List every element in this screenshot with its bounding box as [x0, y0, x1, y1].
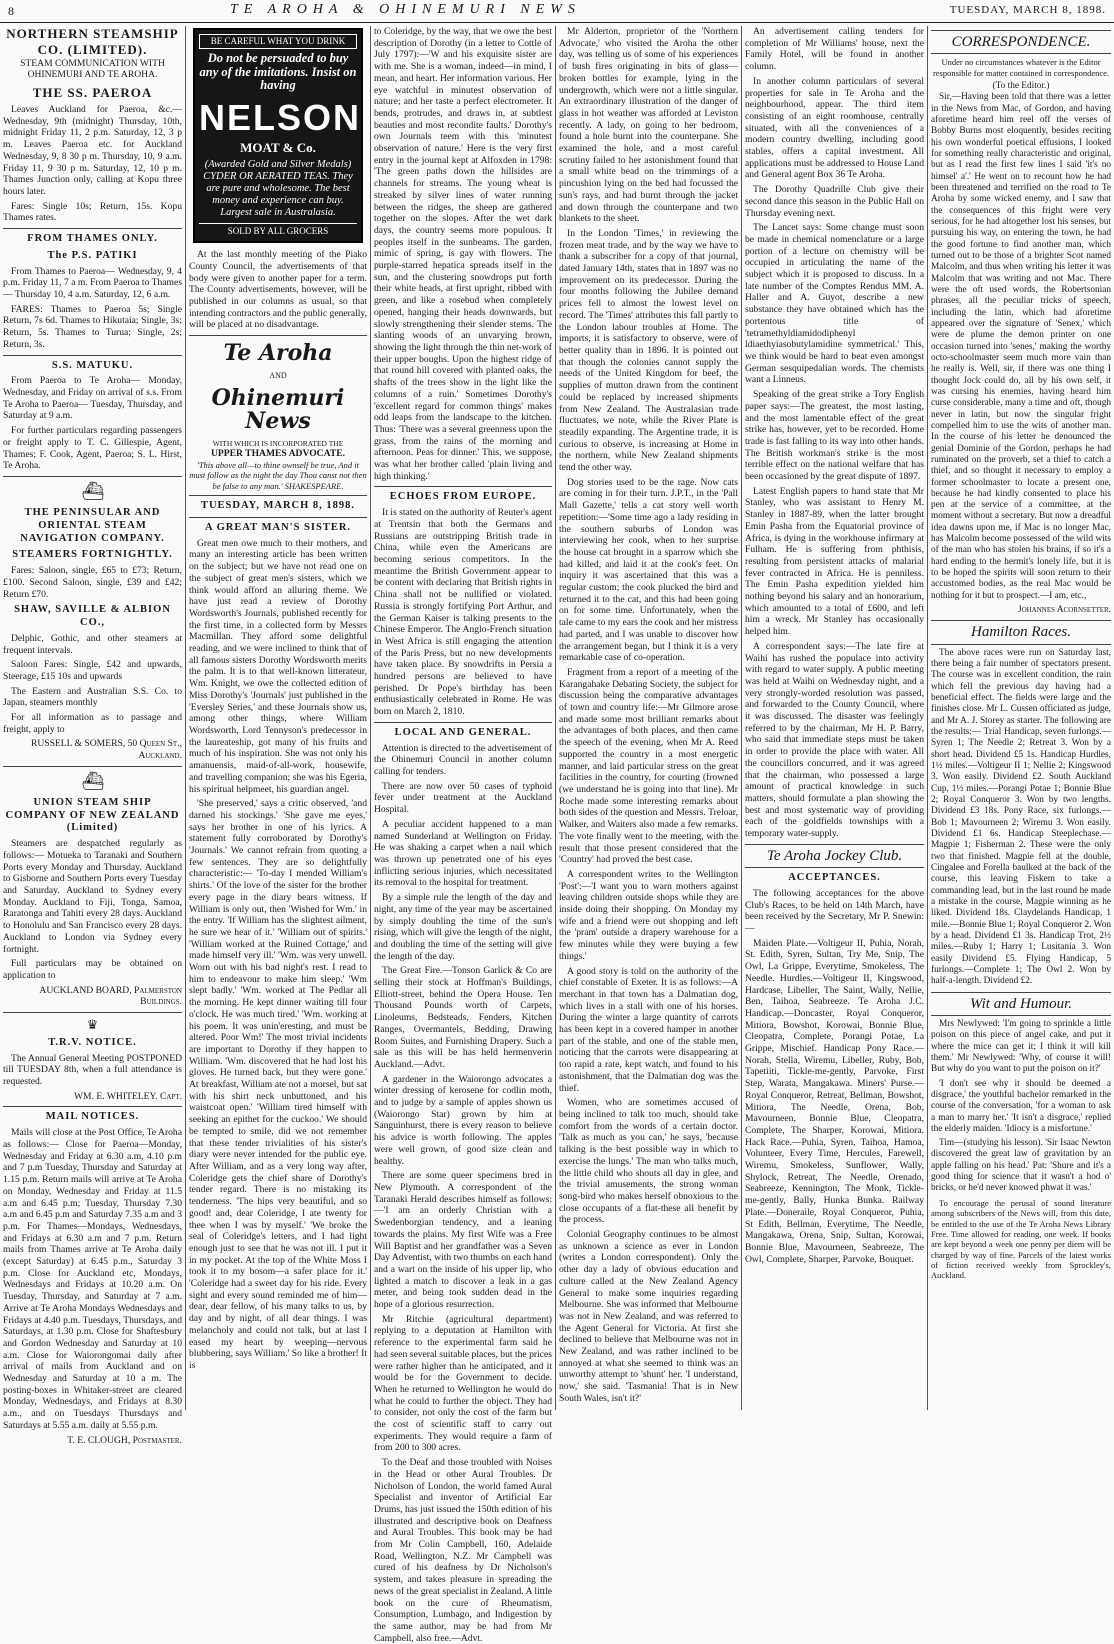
- to-editor: (To the Editor.): [992, 81, 1050, 92]
- wit-item: 'I don't see why it should be deemed a disgrace,' the youthful bachelor remarked in the course of the conversation, 'for a woman to ask a man to marry her.' 'It isn't a disgrace,' replied the elderly maiden. 'Idiocy is a misfortune.': [931, 1078, 1111, 1134]
- piako-notice: At the last monthly meeting of the Piako County Council, the advertisements of that body were given to another paper for a term. The County advertisements, however, will be published in our columns as usual, so that intending contractors and the public generally, will be placed at no disadvantage.: [189, 249, 367, 331]
- local-item: The Great Fire.—Tonson Garlick & Co are selling their stock at Hoffman's Buildings, Elliott-street, behind the Opera House. Ten Thousand Pounds worth of Carpets, Linoleums, Bedsteads, Fenders, Kitchen Ranges, Overmantels, Bedding, Drawing Room Suites, and Furnishing Drapery. Such a sale as this will be has held hermenverin Auckland.—Advt.: [374, 965, 552, 1070]
- trv-title: T.R.V. NOTICE.: [48, 1036, 137, 1048]
- local-item: A good story is told on the authority of the chief constable of Exeter. It is as follows:—A merchant in that town has a Dalmatian dog, which lives in a stall with one of his horses. During the winter a large quantity of carrots has been kept in a covered hamper in another part of the stable, and one of the stable men, noticing that the carrots were disappearing at too rapid a rate, kept watch, and found to his astonishment, that the Dalmatian dog was the thief.: [559, 965, 738, 1094]
- letter-signature: Johannes Acornsetter.: [1017, 605, 1111, 616]
- crest-icon: ♛: [86, 1017, 99, 1033]
- trv-body: The Annual General Meeting POSTPONED till TUESDAY 8th, when a full attendance is requested.: [3, 1052, 182, 1088]
- local-item: To the Deaf and those troubled with Noises in the Head or other Aural Troubles. Dr Nicholson of London, the world famed Aural Specialist and inventor of Artificial Ear Drums, has just issued the 150th edition of his illustrated and descriptive book on Deafness and Aural Troubles. This book may be had from Mr Colin Campbell, 160, Adelaide Road, Wellington, N.Z. Mr Campbell was cured of his deafness by Dr Nicholson's system, and takes pleasure in spreading the news of the great specialist in Zealand. A little book on the cure of Rheumatism, Consumption, Lumbago, and Indigestion by the same author, may be had from Mr Campbell, also free.—Advt.: [374, 1457, 552, 1644]
- sister-title: A GREAT MAN'S SISTER.: [204, 521, 352, 533]
- usc-signature: AUCKLAND BOARD, Palmerston Buildings.: [39, 984, 182, 1008]
- local-item: Mr Ritchie (agricultural department) replying to a deputation at Hamilton with reference to the experimental farm said he had seen several suitable places, but the prices were rather higher than he anticipated, and it would be for the Government to decide. When he returned to Wellington he would do what he could to further the object. They had to consider, not only the cost of the farm but the cost of scientific staff to carry out experiments. They would require a farm of from 200 to 300 acres.: [374, 1313, 552, 1454]
- ad-line-1: Do not be persuaded to buy any of the imitations. Insist on having: [199, 50, 357, 93]
- local-item: Dog stories used to be the rage. Now cats are coming in for their turn. J.P.T., in the 'Pall Mall Gazette,' tells a cat story well worth repetition:—'Some time ago a lady residing in the southern suburbs of London was interviewing her cook, when to her surprise the house cat brought in a sparrow which she had killed, and laid it at the cook's feet. On inquiry it was ascertained that this was a regular custom; the cook plucked the bird and returned it to the cat, and this had been going on for some time. Unfortunately, when the tale came to my ears the cook and her mistress had parted, and I was unable to discover how the arrangement began, but I think it is a very remarkable case of co-operation.: [559, 476, 738, 664]
- local-item: A gardener in the Waiorongo advocates a winter dressing of kerosene for codlin moth, and to judge by a sample of apples shown us (Waiorongo Star) grown by him at Sanguinhurst, there is every reason to believe his advice is worth following. The apples were well grown, of good size clean and healthy.: [374, 1073, 552, 1167]
- local-item: A peculiar accident happened to a man named Sunderland at Wellington on Friday. He was shaking a carpet when a nail which was thrown up penetrated one of his eyes inflicting serious injuries, which necessitated its removal to the hospital for treatment.: [374, 818, 552, 889]
- ad-brand: NELSON: [199, 97, 362, 139]
- acceptances-intro: The following acceptances for the above Club's Races, to be held on 14th March, have been received by the Secretary, Mr P. Snewin:—: [745, 887, 924, 935]
- ns-title: NORTHERN STEAMSHIP CO. (LIMITED).: [6, 26, 179, 57]
- thames-title: FROM THAMES ONLY.: [27, 233, 158, 245]
- dateline: TUESDAY, MARCH 8, 1898.: [200, 500, 356, 512]
- sister-p3: to Coleridge, by the way, that we owe the best description of Dorothy (in a letter to Cottle of July 1797):—'W and his exquisite sister are with me. She is a woman, indeed—in mind, I mean, and heart. Her information various. Her eye watchful in minutest observation of nature; and her taste a perfect electrometer. It bends, protrudes, and draws in, at subtlest beauties and most recondite faults.' Dorothy's own Journals teem with this 'minutest observation of nature.' Here is the very first entry in the journal kept at Alfoxden in 1798: 'The green paths down the hillsides are channels for streams. The young wheat is streaked by silver lines of water running between the ridges, the sheep are gathered together on the slopes. After the wet dark days, the country seems more populous. It peoples itself in the sunbeams. The garden, mimic of spring, is gay with flowers. The purple-starred hepatica spreads itself in the sun, and the clustering snowdrops put forth their white heads, at first upright, ribbed with green, and like a rosebud when completely opened, hanging their heads downwards, but slowly strengthening their slender stems. The slanting woods of an unvarying brown, showing the light through the thin net-work of their upper boughs. Upon the highest ridge of that round hill covered with planted oaks, the shafts of the trees show in the light like the columns of a ruin.' Sometimes Dorothy's 'excellent regard for common things' makes odd leaps from the landscape to the kitchen. Thus: 'There was a several greenness upon the grass, from the rains of the morning and afternoon. Peas for dinner.' This, we suppose, was what her brother called 'plain living and high thinking.': [374, 26, 552, 482]
- divider: [189, 335, 367, 336]
- column-3: [370, 26, 555, 1644]
- patiki-fares: FARES: Thames to Paeroa 5s; Single Return, 7s 6d. Thames to Hikutaia; Single, 3s; Return, 5s. Thames to Turua; Single, 2s; Return, 3s.: [3, 303, 182, 350]
- ea-body: The Eastern and Australian S.S. Co. to Japan, steamers monthly: [3, 685, 182, 709]
- local-item: In the London 'Times,' in reviewing the frozen meat trade, and by the way we have to thank a subscriber for a copy of that journal, dated January 14th, states that in 1897 was no improvement on its predecessor. During the four months following the Jubilee demand prices fell to almost the lowest level on record. The 'Times' attributes this fall partly to the London labour troubles at Home. The imports, it is satisfactory to observe, were of better quality than in 1896. It is pointed out that though the colonies cannot supply the needs of the United Kingdom for beef, the supplies of mutton drawn from the continent could be replaced by increased shipments from New Zealand. The Australasian trade fluctuates, we note, while the River Plate is steadily expanding. The Argentine trade, it is curious to observe, is increasing at Home in the northern, while New Zealand shipments tend the other way.: [559, 227, 738, 474]
- usc-info: Full particulars may be obtained on application to: [3, 958, 182, 981]
- local-item: Mr Alderton, proprietor of the 'Northern Advocate,' who visited the Aroha the other day, was telling us of some of his experiences of bush fires originating in bits of glass—broken bottles for example, lying in the undergrowth, which were not a little singular. An extraordinary illustration of the danger of glass in hot weather was afforded at Leviston recently. A lady, on going to her bedroom, found a hole burnt into the counterpane. She examined the hole, and a most careful scrutiny failed to her astonishment found that a small white bead on the trimmings of a pincushion lying on the bed had focussed the sun's rays, and had burnt through the jacket and down through the counterpane and two blankets to the sheet.: [559, 26, 738, 225]
- matuku-body: From Paeroa to Te Aroha— Monday, Wednesday, and Friday on arrival of s.s. From Te Aroha to Paeroa— Tuesday, Thursday, and Saturday at 9 a.m.: [3, 375, 182, 422]
- local-item: Speaking of the great strike a Tory English paper says:—The greatest, the most lasting, and the most lamentable effect of the great strike has, however, yet to be recorded. Home trade is fast falling to its way into other hands. The British workman's strike is the most terrible effect on the national welfare that has been occasioned by the great dispute of 1897.: [745, 389, 924, 483]
- divider: [189, 517, 367, 518]
- divider: [3, 228, 182, 229]
- ad-line-2: (Awarded Gold and Silver Medals) CYDER OR AERATED TEAS. They are pure and wholesome. The best money and experience can buy. Largest sale in Australasia.: [203, 158, 353, 219]
- echoes-title: ECHOES FROM EUROPE.: [389, 491, 537, 503]
- ad-bottom-line: SOLD BY ALL GROCERS: [199, 223, 357, 237]
- wit-humour-title: Wit and Humour.: [931, 992, 1111, 1016]
- column-5: [741, 26, 927, 1410]
- paeroa-body: Leaves Auckland for Paeroa, &c.— Wednesday, 9th (midnight) Thursday, 10th, midnight Friday 11, 2 p.m. Saturday, 12, 3 p m. Leaves Paeroa etc. for Auckland Wednesday, 9, 8 30 p m. Thursday, 10, 9 a.m. Friday 11, 9 30 p m. Saturday, 12, 10 p m. Thames Junction only, calling at Kopu three hours later.: [3, 103, 182, 197]
- trv-signature: WM. E. WHITELEY. Capt.: [74, 1090, 182, 1102]
- divider: [3, 355, 182, 356]
- usc-title: UNION STEAM SHIP COMPANY OF NEW ZEALAND (Limited): [5, 796, 180, 834]
- paeroa-title: THE SS. PAEROA: [32, 85, 153, 101]
- library-notice: To encourage the perusal of sound literature among subscribers of the News will, from this date, be entitled to the use of the Te Aroha News Library Free. Time allowed for reading, one week. If books are kept beyond a week one penny per diem will be charged by way of fine. Parcels of the latest works of fiction received weekly from Sprockley's, Auckland.: [931, 1197, 1111, 1281]
- mail-body: Mails will close at the Post Office, Te Aroha as follows:— Close for Paeroa—Monday, Wednesday and Friday at 6.30 a.m, 4.10 p.m and 7 p.m Tuesday, Thursday and Saturday at 1.15 p.m. Return mails will arrive at Te Aroha on Monday, Wednesday and Friday at 11.5 a.m and 6.45 p.m; Tuesday, Thursday 7.30 a.m and 6.45 p.m and Saturday 7.35 a.m and 3 p.m. For Thames—Mondays, Wednesdays, and Fridays at 6.30 a.m and 7 p.m. Return mails from Thames arrive at Te Aroha daily (except Saturday) at 6.45 p.m., Saturday 3 p.m. Close for Auckland etc, Mondays, Wednesdays and Fridays at 10.20 a.m. On Tuesday, Thursday, and Saturday at 7 a.m. Arrive at Te Aroha Mondays Wednesdays and Fridays at 4.40 p.m. Tuesdays, Thursdays, and Saturdays, at 1.30 p.m. Close for Shaftesbury and Gordon Wednesday and Saturday at 10 a.m. Close for Waiorongomai daily after arrival of mails from Auckland and on Wednesday and Saturday at 10 a m. The posting-boxes in Whitaker-street are cleared Monday, Wednesdays, and Fridays at 8.30 a.m., and on Tuesdays Thursdays and Saturdays at 5.55 a.m. daily at 5.55 p.m.: [3, 1127, 182, 1431]
- ad-brand-2: MOAT & Co.: [240, 140, 316, 156]
- divider: [3, 1106, 182, 1107]
- local-item: By a simple rule the length of the day and night, any time of the year may be ascertained by simply doubling the time of the sun's rising, which will give the length of the night, and doubling the time of the setting will give the length of the day.: [374, 892, 552, 962]
- race-acceptances: Maiden Plate.—Voltigeur II, Puhia, Norah, St. Edith, Syren, Sultan, Try Me, Snip, The Owl, La Grippe, Everytime, Smokeless, The Needle. Hurdles.—Voltigeur II, Kingswood, Hardcase, Libeller, The Saint, Wally, Nellie, Ben, Taihoa, Seabreeze. Te Aroha J.C. Handicap.—Doncaster, Royal Conqueror, Mitiora, Bowshot, Korowai, Bonnie Blue, Cleopatra, Complete, Porangi Potae, La Grippe, Mischief. Handicap Pony Race.—Norah, Stella, Wiremu, Libeller, Ruby, Bob, Tapetiiti, Tickle-me-gently, Parvoke, First Step, Warata, Mangakawa. Miners' Purse.—Royal Conqueror, Retreat, Bellman, Bowshot, Mitiora, The Needle, Orena, Bob, Mavourneen, Bonnie Blue, Cleopatra, Complete, The Sharper, Korowai, Mitiora. Hack Race.—Puhia, Syren, Taihoa, Hamoa, Volunteer, Every Time, Hercules, Farewell, Wiremu, Smokeless, Sunflower, Wally, Shylock, Retreat, The Needle, Orenado, Seabreeze, Kennington, The Monk, Tickle-me-gently, Bally, Hunka Bunka. Railway Plate.—Doneraile, Royal Conqueror, Puhia, St Edith, Bellman, Everytime, The Needle, Mangakawa, Orena, Snip, Sultan, Korowai, Bonnie Blue, Mavourneen, Seabreeze, The Owl, Complete, Sharper, Parvoke, Bouquet.: [745, 937, 924, 1265]
- sister-p1: Great men owe much to their mothers, and many an interesting article has been written on the subject; but we have not read one on the subject of great men's sisters, which we think would afford an alluring theme. We have just read a review of Dorothy Wordsworth's Journals, published recently for the first time, in a collected form by Messrs Macmillan. They afford some delightful reading, and we were inclined to think that of all famous sisters Dorothy Wordsworth merits the palm. It is to that well-known litterateur, Wm. Knight, we owe the collected edition of Miss Dorothy's 'Journals' just published in the 'Eversley Series,' and these Journals show us, among other things, where William Wordsworth, Lord Tennyson's predecessor in the laureateship, got many of his fruits and much of his inspiration. She was not only his amanuensis, maid-of-all-work, housewife, and travelling companion; she was his Egeria, his spiritual helpmeet, his guardian angel.: [189, 537, 367, 795]
- divider: [3, 476, 182, 477]
- local-item: Attention is directed to the advertisement of the Ohinemuri Council in another column calling for tenders.: [374, 742, 552, 778]
- local-item: The Dorothy Quadrille Club give their second dance this season in the Public Hall on Thursday evening next.: [745, 184, 924, 219]
- matuku-info: For further particulars regarding passengers or freight apply to T. C. Gillespie, Agent, Thames; F. Cook, Agent, Paeroa; S. L. Hirst, Te Aroha.: [3, 425, 182, 472]
- nelson-moat-advertisement: [193, 28, 363, 243]
- masthead: TE AROHA & OHINEMURI NEWS: [230, 2, 581, 17]
- column-2: [185, 26, 370, 1410]
- local-item: A correspondent writes to the Wellington 'Post':—'I want you to warn mothers against leaving children outside shops while they are inside doing their shopping. On Monday my wife and a friend were out shopping and left the 'pram' outside a drapery warehouse for a few minutes while they were buying a few things.': [559, 868, 738, 962]
- wit-item: Mrs Newlywed: 'I'm going to sprinkle a little poison on this piece of angel cake, and put it where the mice can get it; I think it will kill them.' Mr Newlywed: 'Why, of course it will! But why do you want to put the poison on it?': [931, 1018, 1111, 1075]
- russell-signature: RUSSELL & SOMERS, 50 Queen St., Auckland.: [30, 738, 182, 762]
- local-item: The Lancet says: Some change must soon be made in chemical nomenclature or a large portion of a lecture on chemistry will be occupied in articulating the name of the subject which it is proposed to discuss. In a late number of the Comptes Rendus MM. A. Haller and A. Guyot, describe a new substance they have obtained which has the portentous title of 'tetramethyldiamidodiphenyl ldiaethyiasobutylamidine symmetrical.' This, we think would be hard to beat even amongst German sesquipedalian words. The chemists want a Linneus.: [745, 222, 924, 386]
- steamship-icon: ⛴: [81, 770, 104, 791]
- local-item: Fragment from a report of a meeting of the Karangahake Debating Society, the subject for discussion being the comparative advantages of town and country life:—Mr Gilmore arose and made some most brilliant remarks about the advantages of both places, and then came the speech of the evening, when Mr A. Reed supported the country in a most energetic manner, and laid particular stress on the great facilities in the country, for courting (frowned (we understand he is going into that line). Mr Roche made some interesting remarks about both sides of the question and Messrs. Treloar, Walker, and Waiters also made a few remarks. The vote finally went to the meeting, with the result that those present considered that the 'Country' had proved the best case.: [559, 666, 738, 866]
- paper-title-1: Te Aroha: [223, 340, 333, 367]
- mail-signature: T. E. CLOUGH, Postmaster.: [67, 1434, 182, 1446]
- issue-date: TUESDAY, MARCH 8, 1898.: [949, 4, 1106, 16]
- divider: [3, 766, 182, 767]
- paper-title-2: Ohinemuri News: [211, 385, 345, 435]
- local-item: Latest English papers to hand state that Mr Stanley, who was assistant to Henry M. Stanley in 1887-89, when the latter brought Emin Pasha from the Equatorial province of Africa, is dying in the workhouse infirmary at Fulham. He is suffering from phthisis, resulting from persistent attacks of malarial fever contracted in Africa. He is penniless. The Emin Pasha expedition yielded him nothing beyond his salary and an honorarium, which amounted to a total of £600, and left him a wreck. Mr Stanley has occasionally helped him.: [745, 485, 924, 638]
- sister-p2: 'She preserved,' says a critic observed, 'and darned his stockings.' 'She gave me eyes,' says her brother in one of his lyrics. A statement fully corroborated by Dorothy's 'Journals.' We cannot refrain from quoting a few sentences. They are so delightfully characteristic:— 'To-day I mended William's shirts.' Of the love of the sister for the brother every page in the diary bears witness. If William is only out, then 'Wished for Wm.' in the entry. 'If William has the slightest ailment, he sure we hear of it.' 'William out of spirits.' 'William worked at the Ruined Cottage,' and made himself very ill.' 'Wm. was very unwell. Worn out with his bad night's rest. I read to him to endeavour to make him sleep.' 'Wm slept badly.' 'Wm. worked at The Pedlar all the morning. He kept dinner waiting till four o'clock. He was much tired.' 'Wm. working at his poem. It was unin'eresting, and must be altered. Poor Wm!' The most trivial incidents are important to Dorothy if they happen to William. 'Wm. discovered that he had lost his gloves. He turned back, but they were gone.' At breakfast, William ate not a morsel, but sat with his shirt neck unbuttoned, and his waistcoat open.' 'William tired himself with seeking an epithet for the cuckoo.' We should be tempted to smile, did we not remember that these tender trivialities of his sister's diary were never intended for the public eye. After William, and as a very long way after, Coleridge gets the chief share of Dorothy's tender regard. There is no mistaking its tenderness. 'The hips very beautiful, and so good! and, dear Coleridge, I ate twenty for thee when I was by myself.' 'We broke the seal of Coleridge's letters, and I had light enough just to see that he was not ill. I put it in my pocket. At the top of the White Moss I took it to my bosom—a safer place for it.' 'Coleridge had a sweet day for his ride. Every sight and every sound reminded me of him—dear, dear fellow, of his many talks to us, by day and by night, of all dear things. I was melancholy and could not talk, but at last I eased my heart by weeping—nervous blubbering, says William.' So like a brother! It is: [189, 798, 367, 1371]
- local-item: A correspondent says:—The late fire at Waihi has rushed the populace into activity with regard to water supply. A public meeting was held at Waihi on Wednesday night, and a very strongly-worded resolution was passed, and forwarded to the County Council, where it was discussed. The disaster was feelingly referred to by the chairman, Mr H. P. Barry, who said that immediate steps must be taken in order to provide the place with water. All the councillors concurred, and it was agreed that the chairman, who possessed a large amount of practical knowledge in such matters, should formulate a plan showing the best and most systematic way of providing each of the goldfields townships with a temporary water-supply.: [745, 640, 924, 840]
- letter-body: Sir,—Having been told that there was a letter in the News from Mac, of Gordon, and having aforetime heard him reel off the verses of Bobby Burns most eloquently, besides reciting his own wonderful poetical effusions, I looked for something really characteristic and original, but as I read the first few lines I said 'it's no himsel' a'.' He went on to recount how he had been threatened and terrified on the road to Te Aroha by some wicked enemy, and I saw that the consequences of this fright were very serious, for he had altogether lost his senses, but pursuing his way, on entering the town, he had the good fortune to find another man, which turned out to be those of a brighter Scot named Malcolm, and thus when writing his letter it was Malcolm that was writing and not Mac. There were the oft used words, the Robertsonian phrases, all the peculiar tricks of speech, including the latin, which had aforetime appeared over the signature of 'Senex,' which were de plume the demon printer on one occasion turned into 'senes,' making the worthy octo-schoolmaster seem much more vain than he really is. Well, sir, if there was one thing I thought Jock could do, all by his own self, it was cursing his enemies, having heard him curse considerable, many a time and oft, though never in latin, but now the singular fright compelled him to use the wits of another man. In the course of his letter he denounced the genial Dominie of the Gordon, perhaps he had ruminated on the proverb, set a thief to catch a thief, and so thought it necessary to employ a former schoolmaster to locate a present one, because he had kindly consented to place his pen at the service of a committee, at the moment without a secretary. But now a dreadful idea dawns upon me, if Mac is no longer Mac, has Malcolm become possessed of the wild wits of the man who has stolen his brains, if so it's a hard ending to the hermit's lonely life, but it is to be hoped the spirits will soon return to their accustomed bodies, as the real Mac would be nothing for it but to prospect.—I am, etc.,: [931, 92, 1111, 601]
- local-item: An advertisement calling tenders for completion of Mr Williams' house, next the Family Hotel, will be found in another column.: [745, 26, 924, 73]
- correspondence-title: CORRESPONDENCE.: [931, 30, 1111, 54]
- correspondence-note: Under no circumstances whatever is the Editor responsible for matter contained in correspondence.: [932, 57, 1110, 78]
- shaw-fares: Saloon Fares: Single, £42 and upwards, Steerage, £15 10s and upwards: [3, 659, 182, 682]
- local-item: There are some queer specimens bred in New Plymouth. A correspondent of the Taranaki Herald describes himself as follows:—'I am an orderly Christian with a Swedenborgian tendency, and a leaning towards the plains. My first Wife was a Free Will Baptist and her grandfather was a Seven Day Adventist, with two thumbs on each hand and a wart on the inside of his upper lip, who lighted a match to discover a leak in a gas meter, and being took sudden dead in the hope of a glorious resurrection.: [374, 1170, 552, 1311]
- page-header: [0, 0, 1114, 23]
- ad-top-line: BE CAREFUL WHAT YOU DRINK: [199, 34, 357, 49]
- hamilton-races-body: The above races were run on Saturday last, there being a fair number of spectators present. The course was in excellent condition, the rain which fell the previous day having had a beneficial effect. The fields were large and the finishes close. Mr L. Cussen officiated as judge, and Mr A. J. Storey as starter. The following are the results:— Trial Handicap, seven furlongs.—Syren 1; The Needle 2; Retreat 3. Won by a short head. Dividend £5 1s. Handicap Hurdles, 1½ miles.—Voltigeur II 1; Nellie 2; Kingswood 3. Won easily. Dividend £2. South Auckland Cup, 1½ miles.—Porangi Potae 1; Bonnie Blue 2; Royal Conqueror 3. Won by two lengths. Dividend £3 18s. Pony Race, six furlongs.—Bob 1; Mavourneen 2; Wiremu 3. Won easily. Dividend £1 6s. Handicap Steeplechase.—Magpie 1; Fisherman 2. These were the only two that finished. Magpie fell at the double, Cingalee and Forella baulked at the back of the course, this leaving Fiskem to take a commanding lead, but in the last round he made a mistake in the course, Magpie winning as he liked. Dividend 18s. Claydelands Handicap, 1 mile.—Bonnie Blue 1; Royal Conqueror 2. Won by a head. Dividend £1 3s. Handicap Trot, 2½ miles.—Ruby 1; Harry 1; Lusitania 3. Won easily Dividend £5. Flying Handicap, 5 furlongs.—Complete 1; The Owl 2. Won by half-a-length. Dividend £2.: [931, 647, 1111, 987]
- patiki-title: The P.S. PATIKI: [47, 249, 138, 261]
- po-subtitle: STEAMERS FORTNIGHTLY.: [12, 549, 173, 561]
- local-item: Women, who are sometimes accused of being inclined to talk too much, should take comfort from the words of a certain doctor. 'Talk as much as you can,' he says, 'because talking is the best possible way in which to exercise the lungs.' The man who talks much, the little child who shouts all day in glee, and the trivial amusements, the strong woman song-bird who makes herself obnoxious to the close occupants of a flat-these all benefit by the process.: [559, 1097, 738, 1226]
- wit-item: Tim—(studying his lesson). 'Sir Isaac Newton discovered the great law of gravitation by an apple falling on his head.' Pat: 'Shure and it's a good thing for science that it wasn't a hod o' bricks, or he'd never knowed phwat it was.': [931, 1138, 1111, 1194]
- po-title: THE PENINSULAR AND ORIENTAL STEAM NAVIGATION COMPANY.: [20, 506, 165, 544]
- shaw-body: Delphic, Gothic, and other steamers at frequent intervals.: [3, 632, 182, 656]
- advocate-title: UPPER THAMES ADVOCATE.: [210, 448, 346, 460]
- local-item: Colonial Geography continues to be almost as unknown a science as ever in London (writes a London correspondent). Only the other day a lady of obvious education and culture called at the New Zealand Agency General to make some inquiries regarding Melbourne. She was informed that Melbourne was not in New Zealand, and was referred to the Agent General for Victoria. At first she declined to believe that Melbourne was not in New Zealand, and was rather inclined to be annoyed at what she seemed to think was an unworthy attempt to 'shunt' her. 'I understand, now,' she said. 'Tasmania! That is in New South Wales, isn't it?': [559, 1229, 738, 1404]
- po-fares: Fares: Saloon, single, £65 to £73; Return, £100. Second Saloon, single, £39 and £42; Return £70.: [3, 565, 182, 600]
- local-item: There are now over 50 cases of typhoid fever under treatment at the Auckland Hospital.: [374, 780, 552, 816]
- page-number: 8: [8, 4, 14, 18]
- usc-body: Steamers are despatched regularly as follows:— Motueka to Taranaki and Southern Ports every Monday and Thursday. Auckland to Gisborne and Southern Ports every Tuesday and Saturday. Auckland to Sydney every Monday. Auckland to Fiji, Tonga, Samoa, Raratonga and Tahiti every 28 days. Auckland to Honolulu and San Francisco every 28 days. Auckland to London via Sydney every fortnight.: [3, 838, 182, 955]
- paeroa-fares: Fares: Single 10s; Return, 15s. Kopu Thames rates.: [3, 200, 182, 224]
- divider: [189, 495, 367, 496]
- echoes-body: It is stated on the authority of Reuter's agent at Trentsin that both the Germans and Russians are outstripping British trade in China, while even the Americans are becoming serious competitors. In the meantime the British Government appear to be content with declaring that British rights in China shall not be nullified or violated. Russia is strongly fortifying Port Arthur, and the German Kaiser is talking presents to the Chinese Emperor. The Anglo-French situation in West Africa is still engaging the attention of the Paris Press, but no new developments have taken place. By snowdrifts in Persia a hundred persons are believed to have perished. Dr Pope's birthday has been enthusiastically celebrated in Rome. He was born on March 2, 1810.: [374, 507, 552, 718]
- column-1: [0, 26, 185, 1446]
- motto: 'This above all—to thine ownself be true, And it must follow as the night the day Thou canst not then be false to any man.' SHAKESPEARE.: [189, 460, 367, 491]
- patiki-body: From Thames to Paeroa— Wednesday, 9, 4 p.m. Friday 11, 7 a m. From Paeroa to Thames— Thursday 10, 4 a.m. Saturday, 12, 6 a.m.: [3, 265, 182, 301]
- matuku-title: S.S. MATUKU.: [51, 359, 134, 371]
- divider: [374, 722, 552, 723]
- russell-info: For all information as to passage and freight, apply to: [3, 712, 182, 735]
- shaw-title: SHAW, SAVILLE & ALBION CO.,: [14, 604, 171, 628]
- jockey-club-title: Te Aroha Jockey Club.: [745, 844, 924, 868]
- hamilton-races-title: Hamilton Races.: [931, 620, 1111, 644]
- mail-title: MAIL NOTICES.: [45, 1111, 140, 1123]
- ns-subtitle: STEAM COMMUNICATION WITH OHINEMURI AND TE AROHA.: [20, 57, 165, 81]
- local-title: LOCAL AND GENERAL.: [394, 726, 532, 738]
- steamship-icon: ⛴: [81, 480, 104, 501]
- paper-title-and: AND: [269, 371, 287, 381]
- acceptances-title: ACCEPTANCES.: [788, 872, 881, 884]
- incorporated-line: WITH WHICH IS INCORPORATED THE: [212, 439, 344, 449]
- column-6: [927, 26, 1114, 1410]
- divider: [374, 486, 552, 487]
- local-item: In another column particulars of several properties for sale in Te Aroha and the neighbourhood, appear. The third item consisting of an eight roomhouse, centrally situated, with all the conveniences of a modern country dwelling, including good stables, offers a capital investment. All applications must be addressed to House Land and General agent Box 36 Te Aroha.: [745, 75, 924, 181]
- divider: [3, 1012, 182, 1013]
- column-4: [555, 26, 741, 1410]
